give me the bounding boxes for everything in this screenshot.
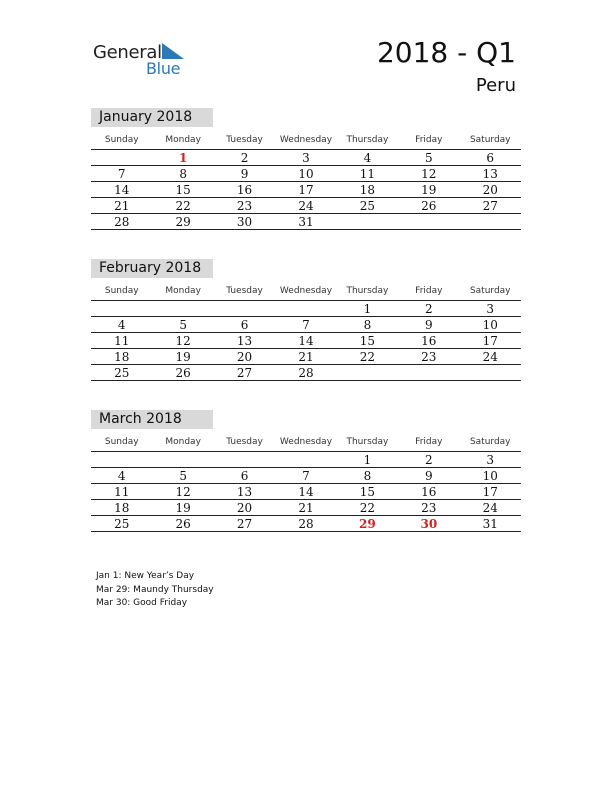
day-cell: 21 [298, 501, 314, 515]
month-february [91, 259, 521, 381]
weekday-label: Thursday [346, 286, 389, 296]
page-title: 2018 - Q1 [376, 36, 516, 69]
weekday-label: Tuesday [226, 437, 263, 447]
day-cell: 11 [114, 485, 130, 499]
day-cell: 31 [298, 215, 314, 229]
weekday-header-row [91, 284, 521, 301]
empty-day-cell [460, 365, 521, 380]
day-cell: 25 [114, 517, 130, 531]
day-cell: 15 [359, 485, 376, 499]
day-cell: 28 [114, 215, 130, 229]
weekday-label: Friday [415, 135, 443, 145]
day-cell: 2 [240, 151, 249, 165]
day-cell: 4 [363, 151, 372, 165]
month-january [91, 108, 521, 230]
holiday-note: Mar 29: Maundy Thursday [96, 584, 214, 595]
day-cell: 16 [236, 183, 253, 197]
weekday-label: Sunday [104, 286, 139, 296]
day-cell: 11 [359, 167, 376, 181]
weekday-label: Saturday [469, 135, 511, 145]
weekday-label: Tuesday [226, 135, 263, 145]
day-cell: 17 [482, 485, 498, 499]
day-cell: 26 [175, 366, 191, 380]
day-cell: 7 [117, 167, 126, 181]
day-cell: 14 [114, 183, 130, 197]
weekday-label: Thursday [346, 135, 389, 145]
empty-day-cell [337, 365, 398, 380]
day-cell: 20 [482, 183, 498, 197]
holiday-notes [96, 570, 214, 611]
day-cell: 2 [425, 453, 433, 467]
empty-day-cell [337, 214, 398, 229]
weekday-label: Wednesday [279, 286, 333, 296]
day-cell: 6 [486, 151, 495, 165]
empty-day-cell [91, 150, 152, 165]
week-row [91, 484, 521, 500]
weekday-label: Wednesday [279, 135, 333, 145]
week-row [91, 198, 521, 214]
day-cell: 21 [114, 199, 130, 213]
day-cell: 7 [302, 469, 310, 483]
day-cell: 1 [178, 151, 188, 165]
week-row [91, 166, 521, 182]
holiday-note: Jan 1: New Year’s Day [96, 571, 195, 581]
day-cell: 15 [175, 183, 191, 197]
holiday-note: Mar 30: Good Friday [96, 598, 188, 608]
day-cell: 20 [236, 501, 253, 515]
weekday-label: Friday [415, 437, 443, 447]
empty-day-cell [275, 452, 336, 467]
day-cell: 9 [240, 167, 249, 181]
day-cell: 24 [298, 199, 314, 213]
day-cell: 3 [486, 453, 495, 467]
day-cell: 30 [236, 215, 253, 229]
empty-day-cell [91, 452, 152, 467]
day-cell: 27 [236, 517, 253, 531]
day-cell: 22 [175, 199, 191, 213]
weekday-label: Wednesday [279, 437, 333, 447]
day-cell: 29 [359, 517, 376, 531]
country-label: Peru [475, 75, 516, 96]
day-cell: 18 [114, 501, 130, 515]
day-cell: 10 [482, 318, 498, 332]
week-row [91, 150, 521, 166]
weekday-header-row [91, 133, 521, 150]
day-cell: 14 [298, 485, 314, 499]
week-row [91, 182, 521, 198]
month-title: March 2018 [91, 410, 213, 429]
day-cell: 21 [298, 350, 314, 364]
day-cell: 24 [482, 350, 498, 364]
empty-day-cell [398, 214, 459, 229]
month-title: February 2018 [91, 259, 213, 278]
day-cell: 5 [179, 469, 187, 483]
empty-day-cell [91, 301, 152, 316]
day-cell: 12 [175, 485, 191, 499]
logo-triangle-icon [162, 43, 184, 59]
day-cell: 17 [298, 183, 314, 197]
day-cell: 19 [175, 350, 191, 364]
day-cell: 13 [236, 334, 253, 348]
day-cell: 3 [486, 302, 495, 316]
day-cell: 16 [421, 485, 437, 499]
day-cell: 5 [425, 151, 433, 165]
day-cell: 14 [298, 334, 314, 348]
day-cell: 12 [175, 334, 191, 348]
week-row [91, 452, 521, 468]
week-row [91, 516, 521, 532]
day-cell: 19 [175, 501, 191, 515]
generalblue-logo [93, 40, 193, 80]
day-cell: 17 [482, 334, 498, 348]
day-cell: 30 [420, 517, 438, 531]
day-cell: 23 [421, 350, 437, 364]
weekday-label: Friday [415, 286, 443, 296]
day-cell: 31 [482, 517, 498, 531]
day-cell: 24 [482, 501, 498, 515]
day-cell: 18 [359, 183, 376, 197]
day-cell: 1 [363, 302, 372, 316]
weekday-label: Sunday [104, 135, 139, 145]
day-cell: 8 [179, 167, 187, 181]
week-row [91, 365, 521, 381]
empty-day-cell [398, 365, 459, 380]
day-cell: 18 [114, 350, 130, 364]
day-cell: 28 [298, 517, 314, 531]
weekday-label: Saturday [469, 286, 511, 296]
day-cell: 8 [363, 469, 372, 483]
day-cell: 25 [114, 366, 130, 380]
day-cell: 13 [482, 167, 498, 181]
day-cell: 23 [421, 501, 437, 515]
day-cell: 10 [298, 167, 314, 181]
day-cell: 1 [363, 453, 372, 467]
day-cell: 28 [298, 366, 314, 380]
day-cell: 20 [236, 350, 253, 364]
day-cell: 11 [114, 334, 130, 348]
empty-day-cell [152, 301, 213, 316]
day-cell: 22 [359, 501, 376, 515]
logo-word-blue: Blue [146, 59, 181, 78]
day-cell: 6 [240, 469, 249, 483]
day-cell: 9 [425, 318, 433, 332]
empty-day-cell [152, 452, 213, 467]
week-row [91, 317, 521, 333]
week-row [91, 468, 521, 484]
day-cell: 13 [236, 485, 253, 499]
day-cell: 15 [359, 334, 376, 348]
empty-day-cell [214, 452, 275, 467]
day-cell: 12 [421, 167, 437, 181]
weekday-label: Monday [165, 135, 201, 145]
week-row [91, 349, 521, 365]
day-cell: 29 [175, 215, 191, 229]
weekday-label: Monday [165, 286, 201, 296]
month-march [91, 410, 521, 532]
week-row [91, 301, 521, 317]
week-row [91, 214, 521, 230]
weekday-label: Sunday [104, 437, 139, 447]
day-cell: 10 [482, 469, 498, 483]
day-cell: 19 [421, 183, 437, 197]
empty-day-cell [460, 214, 521, 229]
logo-word-general: General [93, 42, 162, 63]
day-cell: 5 [179, 318, 187, 332]
weekday-label: Saturday [469, 437, 511, 447]
day-cell: 26 [421, 199, 437, 213]
day-cell: 3 [302, 151, 310, 165]
empty-day-cell [275, 301, 336, 316]
weekday-label: Thursday [346, 437, 389, 447]
day-cell: 4 [117, 469, 126, 483]
day-cell: 2 [425, 302, 433, 316]
day-cell: 6 [240, 318, 249, 332]
weekday-label: Monday [165, 437, 201, 447]
week-row [91, 333, 521, 349]
day-cell: 23 [236, 199, 253, 213]
month-title: January 2018 [91, 108, 213, 127]
week-row [91, 500, 521, 516]
day-cell: 4 [117, 318, 126, 332]
day-cell: 25 [359, 199, 376, 213]
day-cell: 8 [363, 318, 372, 332]
day-cell: 26 [175, 517, 191, 531]
weekday-label: Tuesday [226, 286, 263, 296]
day-cell: 9 [425, 469, 433, 483]
day-cell: 16 [421, 334, 437, 348]
day-cell: 22 [359, 350, 376, 364]
day-cell: 27 [236, 366, 253, 380]
day-cell: 7 [302, 318, 310, 332]
empty-day-cell [214, 301, 275, 316]
day-cell: 27 [482, 199, 498, 213]
weekday-header-row [91, 435, 521, 452]
